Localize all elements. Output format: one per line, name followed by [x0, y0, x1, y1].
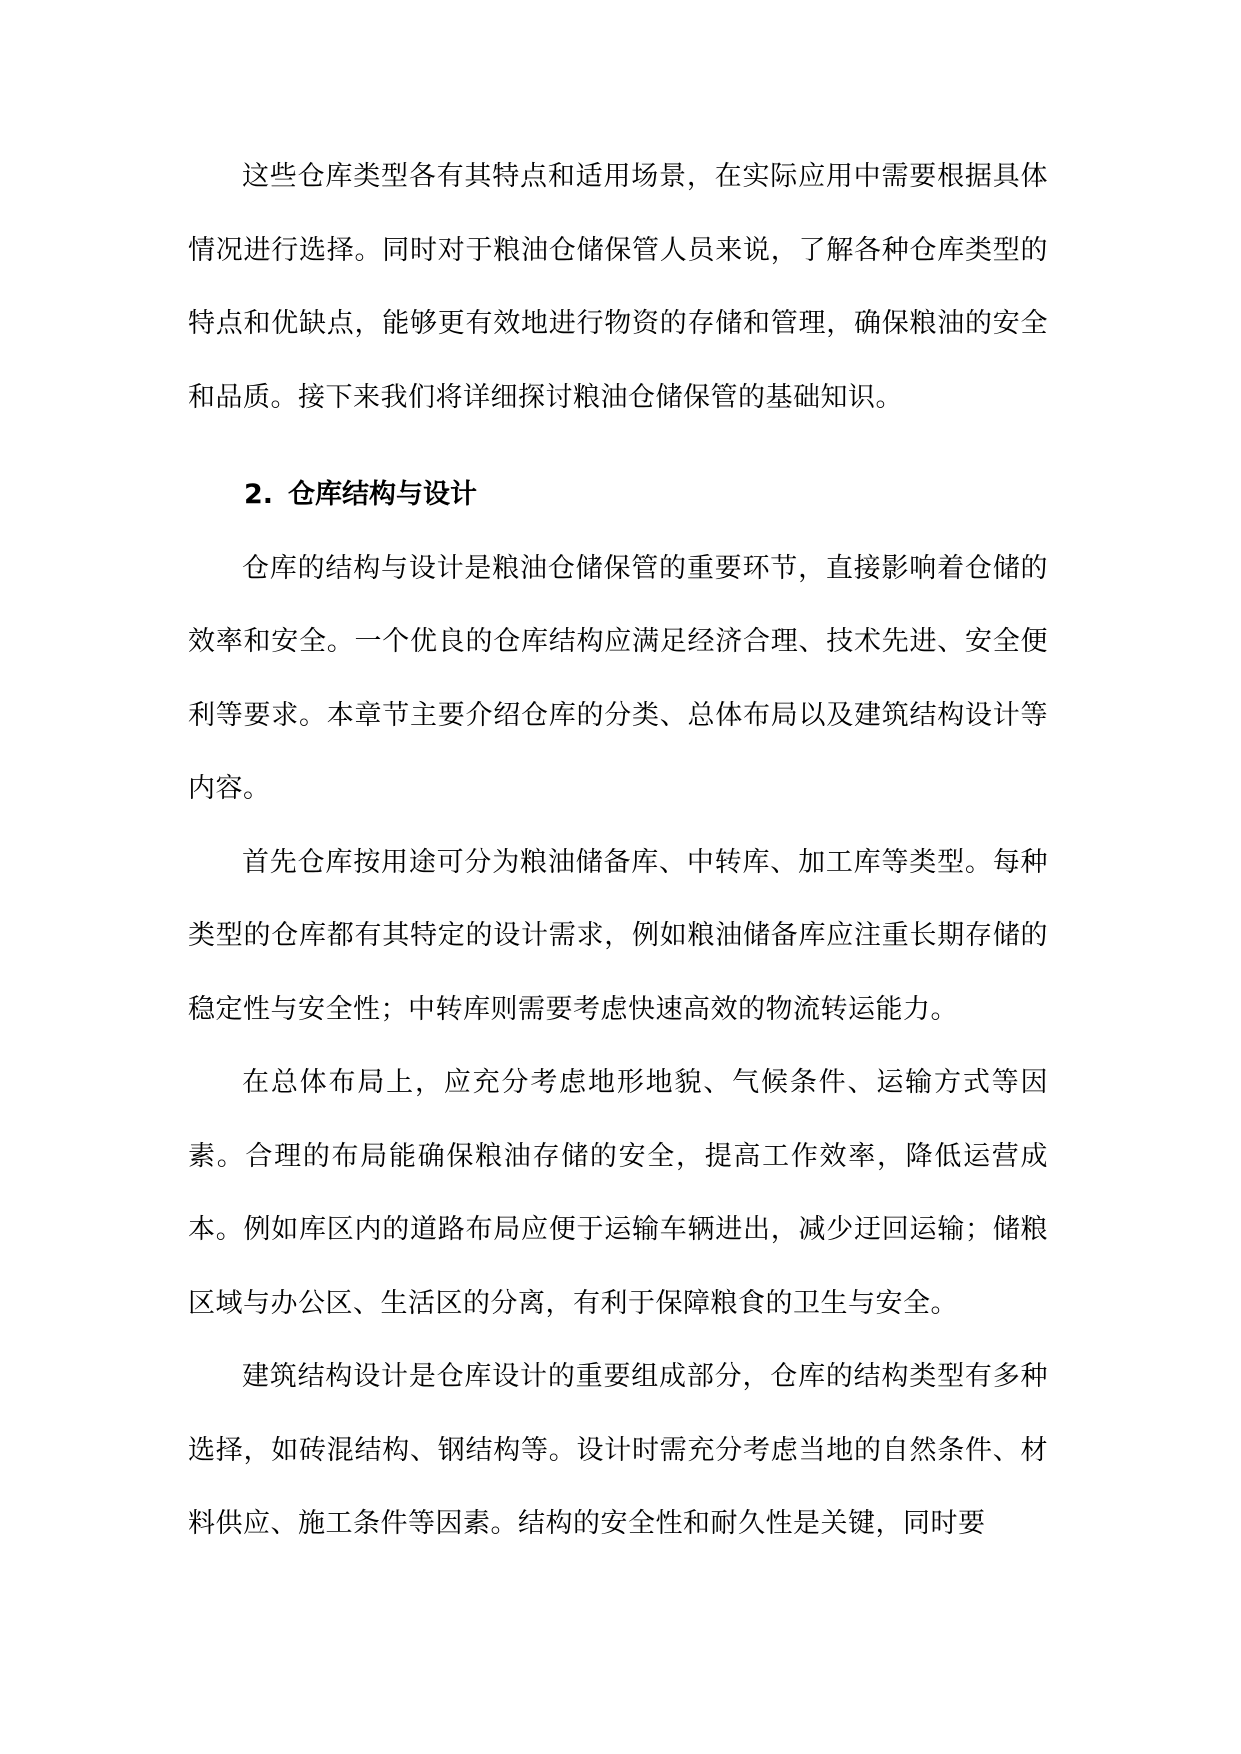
paragraph-building-structure: 建筑结构设计是仓库设计的重要组成部分，仓库的结构类型有多种选择，如砖混结构、钢结构等。设计时需充分考虑当地的自然条件、材料供应、施工条件等因素。结构的安全性和耐久性是关键，同时要	[188, 1361, 1048, 1539]
section-number: 2.	[244, 479, 274, 510]
paragraph-structure-overview: 仓库的结构与设计是粮油仓储保管的重要环节，直接影响着仓储的效率和安全。一个优良的仓库结构应满足经济合理、技术先进、安全便利等要求。本章节主要介绍仓库的分类、总体布局以及建筑结构设计等内容。	[188, 552, 1048, 804]
paragraph-overall-layout: 在总体布局上，应充分考虑地形地貌、气候条件、运输方式等因素。合理的布局能确保粮油存储的安全，提高工作效率，降低运营成本。例如库区内的道路布局应便于运输车辆进出，减少迂回运输；储粮区域与办公区、生活区的分离，有利于保障粮食的卫生与安全。	[188, 1067, 1048, 1319]
paragraph-intro: 这些仓库类型各有其特点和适用场景，在实际应用中需要根据具体情况进行选择。同时对于粮油仓储保管人员来说，了解各种仓库类型的特点和优缺点，能够更有效地进行物资的存储和管理，确保粮油的安全和品质。接下来我们将详细探讨粮油仓储保管的基础知识。	[188, 161, 1048, 413]
document-body	[188, 140, 1048, 1561]
section-title: 仓库结构与设计	[288, 479, 477, 510]
section-heading	[188, 434, 1048, 532]
paragraph-warehouse-types: 首先仓库按用途可分为粮油储备库、中转库、加工库等类型。每种类型的仓库都有其特定的设计需求，例如粮油储备库应注重长期存储的稳定性与安全性；中转库则需要考虑快速高效的物流转运能力。	[188, 846, 1048, 1025]
